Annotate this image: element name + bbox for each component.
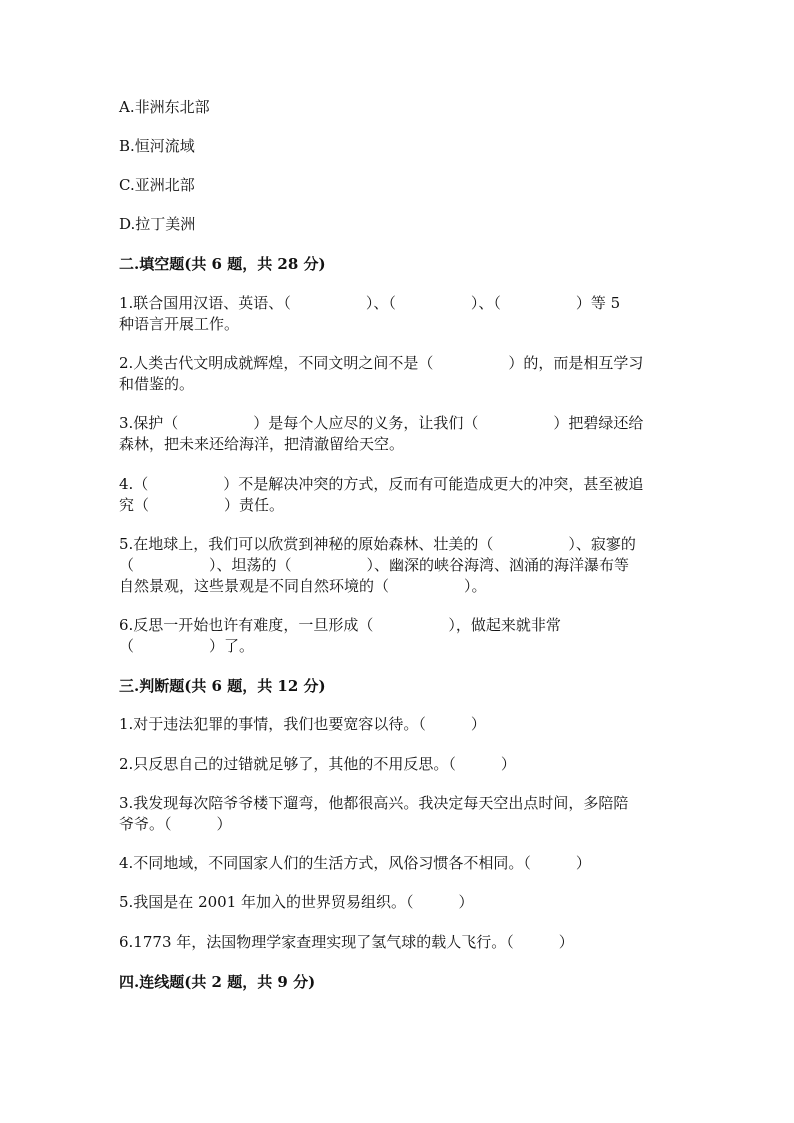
option-c [119,175,671,196]
question-line: 自然景观，这些景观是不同自然环境的（ ）。 [119,577,487,595]
question-judge-4 [119,853,671,874]
question-judge-3 [119,793,671,835]
option-b [119,136,671,157]
question-line: 4.不同地域，不同国家人们的生活方式，风俗习惯各不相同。（ ） [119,854,591,872]
question-fill-5 [119,534,671,597]
question-judge-1 [119,714,671,735]
question-line: 5.我国是在 2001 年加入的世界贸易组织。（ ） [119,893,474,911]
question-judge-2 [119,754,671,775]
option-text: C.亚洲北部 [119,176,195,194]
option-text: B.恒河流域 [119,137,195,155]
question-fill-6 [119,615,671,657]
question-line: 种语言开展工作。 [119,315,240,333]
question-line: 6.1773 年，法国物理学家查理实现了氢气球的载人飞行。（ ） [119,933,574,951]
question-judge-6 [119,932,671,953]
option-a [119,97,671,118]
question-fill-2 [119,353,671,395]
question-line: 1.联合国用汉语、英语、（ ）、（ ）、（ ）等 5 [119,294,621,312]
option-d [119,214,671,235]
question-line: 2.人类古代文明成就辉煌，不同文明之间不是（ ）的，而是相互学习 [119,354,644,372]
question-line: 森林，把未来还给海洋，把清澈留给天空。 [119,435,405,453]
section-heading-fill-in: 二.填空题(共 6 题，共 28 分) [119,255,326,273]
question-line: 6.反思一开始也许有难度，一旦形成（ ），做起来就非常 [119,616,561,634]
section-heading-true-false: 三.判断题(共 6 题，共 12 分) [119,677,326,695]
question-line: 爷爷。（ ） [119,815,232,833]
option-text: A.非洲东北部 [119,98,210,116]
question-line: （ ）、坦荡的（ ）、幽深的峡谷海湾、汹涌的海洋瀑布等 [119,556,630,574]
question-fill-4 [119,474,671,516]
section-heading-matching: 四.连线题(共 2 题，共 9 分) [119,973,316,991]
question-line: 3.我发现每次陪爷爷楼下遛弯，他都很高兴。我决定每天空出点时间，多陪陪 [119,794,629,812]
question-line: 2.只反思自己的过错就足够了，其他的不用反思。（ ） [119,755,516,773]
question-line: 究（ ）责任。 [119,496,285,514]
question-line: （ ）了。 [119,637,255,655]
question-fill-3 [119,413,671,455]
question-line: 1.对于违法犯罪的事情，我们也要宽容以待。（ ） [119,715,486,733]
question-line: 5.在地球上，我们可以欣赏到神秘的原始森林、壮美的（ ）、寂寥的 [119,535,636,553]
question-judge-5 [119,892,671,913]
question-fill-1 [119,293,671,335]
question-line: 3.保护（ ）是每个人应尽的义务，让我们（ ）把碧绿还给 [119,414,644,432]
option-text: D.拉丁美洲 [119,215,196,233]
question-line: 和借鉴的。 [119,375,195,393]
question-line: 4.（ ）不是解决冲突的方式，反而有可能造成更大的冲突，甚至被追 [119,475,644,493]
